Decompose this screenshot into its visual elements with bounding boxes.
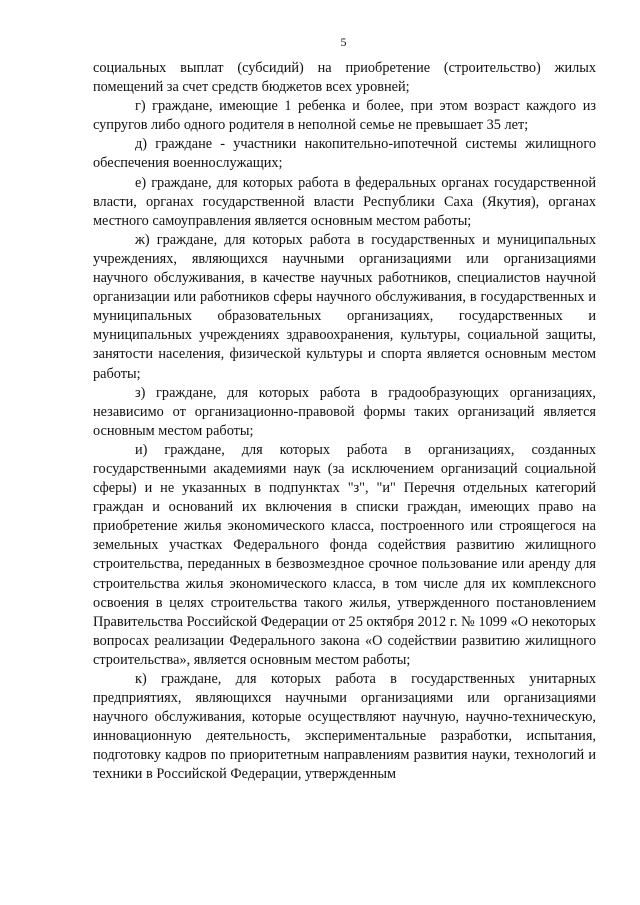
paragraph-item-e: е) граждане, для которых работа в федеральных органах государственной власти, органах государственной власти Республики Саха (Якутия), органах местного самоуправления является основным местом работы;	[93, 174, 596, 229]
paragraph-item-d: д) граждане - участники накопительно-ипотечной системы жилищного обеспечения военнослужащих;	[93, 136, 596, 172]
paragraph-item-k: к) граждане, для которых работа в государственных унитарных предприятиях, являющихся научными организациями или организациями научного обслуживания, которые осуществляют научную, научно-техническую, инновационную деятельность, экспериментальные разработки, испытания, подготовку кадров по приоритетным направлениям развития науки, технологий и техники в Российской Федерации, утвержденным	[93, 671, 596, 783]
paragraph-item-zh: ж) граждане, для которых работа в государственных и муниципальных учреждениях, являющихся научными организациями или организациями научного обслуживания, в качестве научных работников, специалистов научной организации или работников сферы научного обслуживания, в государственных и муниципальных образовательных организациях, государственных и муниципальных учреждениях здравоохранения, культуры, социальной защиты, занятости населения, физической культуры и спорта является основным местом работы;	[93, 231, 596, 382]
paragraph-item-g: г) граждане, имеющие 1 ребенка и более, при этом возраст каждого из супругов либо одного родителя в неполной семье не превышает 35 лет;	[93, 98, 596, 134]
paragraph-item-i: и) граждане, для которых работа в организациях, созданных государственными академиями наук (за исключением организаций социальной сферы) и не указанных в подпунктах "з", "и" Перечня отдельных категорий граждан и оснований их включения в списки граждан, имеющих право на приобретение жилья экономического класса, построенного или строящегося на земельных участках Федерального фонда содействия развитию жилищного строительства, переданных в безвозмездное срочное пользование или аренду для строительства жилья экономического класса, в том числе для их комплексного освоения в целях строительства такого жилья, утвержденного постановлением Правительства Российской Федерации от 25 октября 2012 г. № 1099 «О некоторых вопросах реализации Федерального закона «О содействии развитию жилищного строительства», является основным местом работы;	[93, 441, 596, 668]
page-number: 5	[340, 35, 347, 49]
paragraph-continuation: социальных выплат (субсидий) на приобретение (строительство) жилых помещений за счет средств бюджетов всех уровней;	[93, 60, 596, 96]
paragraph-item-z: з) граждане, для которых работа в градообразующих организациях, независимо от организационно-правовой формы таких организаций является основным местом работы;	[93, 384, 596, 439]
